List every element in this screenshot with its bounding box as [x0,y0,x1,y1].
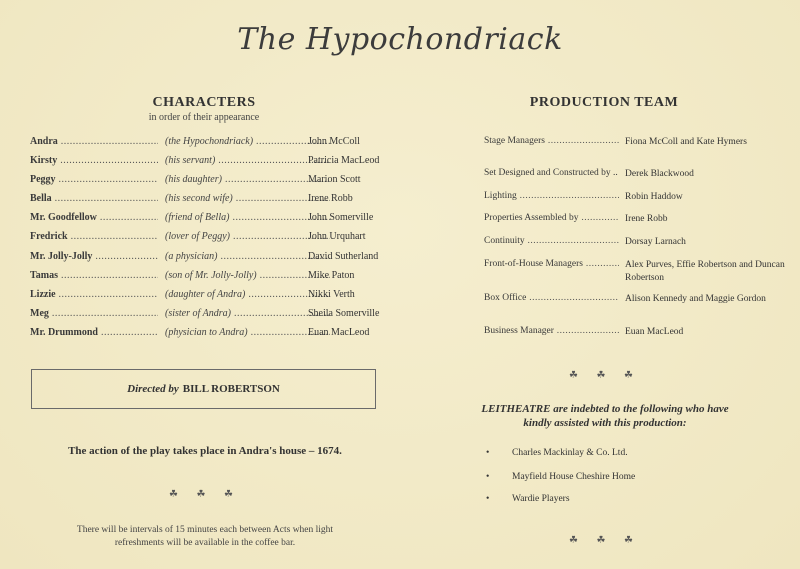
acknowledgement-heading: LEITHEATRE are indebted to the following who have kindly assisted with this production: [481,403,729,429]
production-member: Robin Haddow [625,192,683,202]
character-description: (his daughter) ..... [165,174,330,185]
production-member: Derek Blackwood [625,169,694,179]
acknowledgement-item [486,494,570,504]
actor-name: John Somerville [308,212,374,223]
character-name: Andra ..... [30,136,158,147]
character-description: (his second wife) ..... [165,193,330,204]
director-box [31,369,376,409]
acknowledgement-name: Wardie Players [512,494,570,504]
setting-note: The action of the play takes place in Andra's house – 1674. [68,445,342,457]
characters-subheading: in order of their appearance [148,112,260,123]
acknowledgement-item [486,472,635,482]
ornament-divider: ☘ ☘ ☘ [169,489,241,500]
character-row [30,136,390,152]
production-role: Box Office ..... [484,293,619,303]
character-name: Meg ..... [30,308,158,319]
ornament-divider: ☘ ☘ ☘ [569,370,641,381]
production-role: Front-of-House Managers ..... [484,259,619,269]
actor-name: Mike Paton [308,270,355,281]
production-role: Continuity ..... [484,236,619,246]
production-role: Lighting ..... [484,191,619,201]
bullet-icon: • [486,494,490,504]
production-member: Dorsay Larnach [625,237,686,247]
production-member: Irene Robb [625,214,668,224]
character-row [30,193,390,209]
ornament-divider: ☘ ☘ ☘ [569,535,641,546]
character-row [30,174,390,190]
production-role: Stage Managers ..... [484,136,619,146]
production-member: Fiona McColl and Kate Hymers [625,137,747,147]
character-description: (the Hypochondriack) ..... [165,136,330,147]
intervals-note: There will be intervals of 15 minutes each between Acts when light refreshments will be available in the coffee bar. [76,525,334,548]
actor-name: Patricia MacLeod [308,155,380,166]
character-name: Mr. Jolly-Jolly ..... [30,251,158,262]
character-name: Fredrick ..... [30,231,158,242]
character-row [30,212,390,228]
character-row [30,251,390,267]
character-name: Kirsty ..... [30,155,158,166]
bullet-icon: • [486,448,490,458]
actor-name: Marion Scott [308,174,361,185]
character-row [30,231,390,247]
production-member: Euan MacLeod [625,327,684,337]
character-description: (son of Mr. Jolly-Jolly) ..... [165,270,330,281]
acknowledgement-name: Charles Mackinlay & Co. Ltd. [512,448,628,458]
page-title: The Hypochondriack [237,22,563,57]
character-name: Peggy ..... [30,174,158,185]
character-description: (friend of Bella) ..... [165,212,330,223]
character-name: Tamas ..... [30,270,158,281]
production-role: Set Designed and Constructed by .. ..... [484,168,619,178]
acknowledgement-name: Mayfield House Cheshire Home [512,472,636,482]
actor-name: John Urquhart [308,231,366,242]
actor-name: Euan MacLeod [308,327,370,338]
character-row [30,155,390,171]
character-description: (physician to Andra) ..... [165,327,330,338]
character-description: (lover of Peggy) ..... [165,231,330,242]
production-team-heading: PRODUCTION TEAM [529,95,679,110]
character-name: Mr. Goodfellow ..... [30,212,158,223]
character-row [30,327,390,343]
characters-heading: CHARACTERS [152,95,256,110]
character-description: (a physician) ..... [165,251,330,262]
actor-name: John McColl [308,136,360,147]
character-name: Bella ..... [30,193,158,204]
actor-name: Sheila Somerville [308,308,380,319]
acknowledgement-item [486,448,628,458]
production-member: Alex Purves, Effie Robertson and Duncan Robertson [625,260,785,283]
character-row [30,289,390,305]
actor-name: Irene Robb [308,193,353,204]
actor-name: David Sutherland [308,251,379,262]
character-description: (his servant) ..... [165,155,330,166]
bullet-icon: • [486,472,490,482]
character-row [30,270,390,286]
character-name: Mr. Drummond ..... [30,327,158,338]
actor-name: Nikki Verth [308,289,355,300]
character-name: Lizzie ..... [30,289,158,300]
production-role: Business Manager ..... [484,326,619,336]
production-role: Properties Assembled by ..... [484,213,619,223]
character-description: (sister of Andra) ..... [165,308,330,319]
directed-by-label: Directed by [127,383,179,395]
production-member: Alison Kennedy and Maggie Gordon [625,294,766,304]
director-name: BILL ROBERTSON [182,383,280,395]
character-row [30,308,390,324]
character-description: (daughter of Andra) ..... [165,289,330,300]
